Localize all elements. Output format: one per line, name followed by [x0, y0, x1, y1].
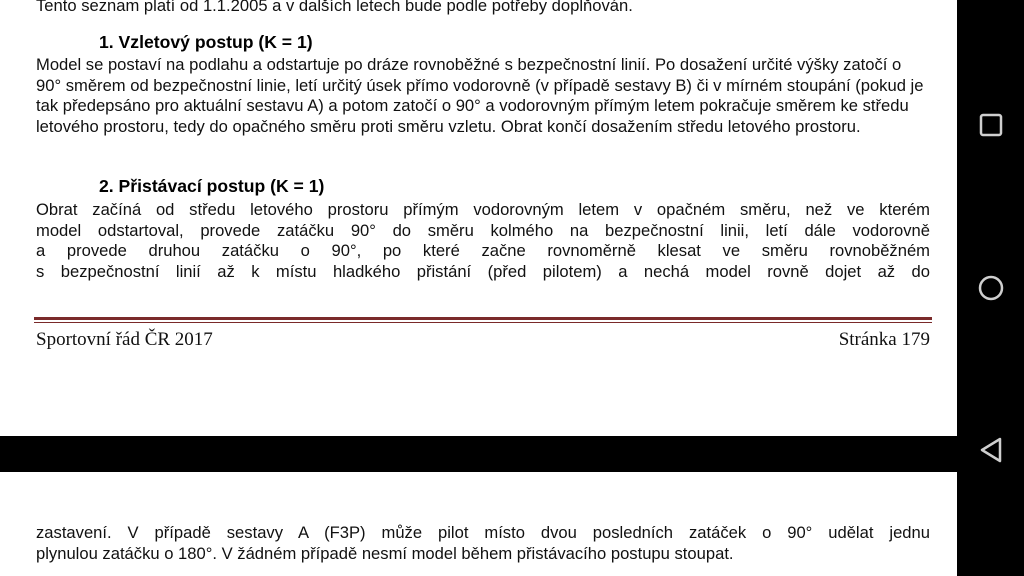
recents-button[interactable] [971, 105, 1011, 145]
footer-page-number: Stránka 179 [838, 329, 930, 350]
text-line: model odstartoval, provede zatáčku 90° do směru kolmého na bezpečnostní linii, letí dále vodorovně [36, 220, 930, 240]
text-line: a provede druhou zatáčku o 90°, po které začne rovnoměrně klesat ve směru rovnoběžném [36, 241, 930, 260]
back-button[interactable] [971, 430, 1011, 470]
section1-paragraph [36, 55, 930, 137]
text-line: proti směru vzletu. Obrat končí dosažením středu letového prostoru. [360, 116, 861, 136]
text-line: zastavení. V případě sestavy A (F3P) může pilot místo dvou posledních zatáček o 90° udělat jednu [36, 523, 930, 542]
section2-heading: 2. Přistávací postup (K = 1) [99, 176, 325, 196]
android-nav-bar [957, 0, 1024, 576]
section1-heading: 1. Vzletový postup (K = 1) [99, 32, 313, 52]
page-gap [0, 436, 957, 472]
recents-square-icon [979, 113, 1003, 137]
back-triangle-icon [978, 436, 1004, 464]
text-line: či v mírném stoupání (pokud je tak předepsáno pro aktuální sestavu A) a potom zatočí o 90° a [36, 75, 924, 115]
intro-text: Tento seznam platí od 1.1.2005 a v dalších letech bude podle potřeby doplňován. [36, 0, 633, 15]
text-line: plynulou zatáčku o 180°. V žádném případě nesmí model během přistávacího postupu stoupat. [36, 543, 734, 563]
next-page-paragraph [36, 523, 930, 564]
home-button[interactable] [971, 268, 1011, 308]
footer-rule [34, 317, 932, 320]
footer-title: Sportovní řád ČR 2017 [36, 329, 213, 350]
text-line: vodorovným přímým letem pokračuje směrem ke středu letového prostoru, tedy do opačného směru [36, 96, 909, 136]
text-line: s bezpečnostní linií až k místu hladkého přistání (před pilotem) a nechá model rovně dojet až do [36, 261, 930, 281]
text-line: výšky zatočí o 90° směrem od bezpečnostní linie, letí určitý úsek přímo vodorovně (v případě sestavy B) [36, 55, 902, 95]
text-line: Model se postaví na podlahu a odstartuje po dráze rovnoběžné s bezpečnostní linií. Po dosažení určité [36, 55, 793, 74]
footer-rule-thin [34, 322, 932, 323]
home-circle-icon [977, 274, 1005, 302]
section2-paragraph [36, 200, 930, 282]
text-line: Obrat začíná od středu letového prostoru přímým vodorovným letem v opačném směru, než ve kterém [36, 200, 930, 219]
